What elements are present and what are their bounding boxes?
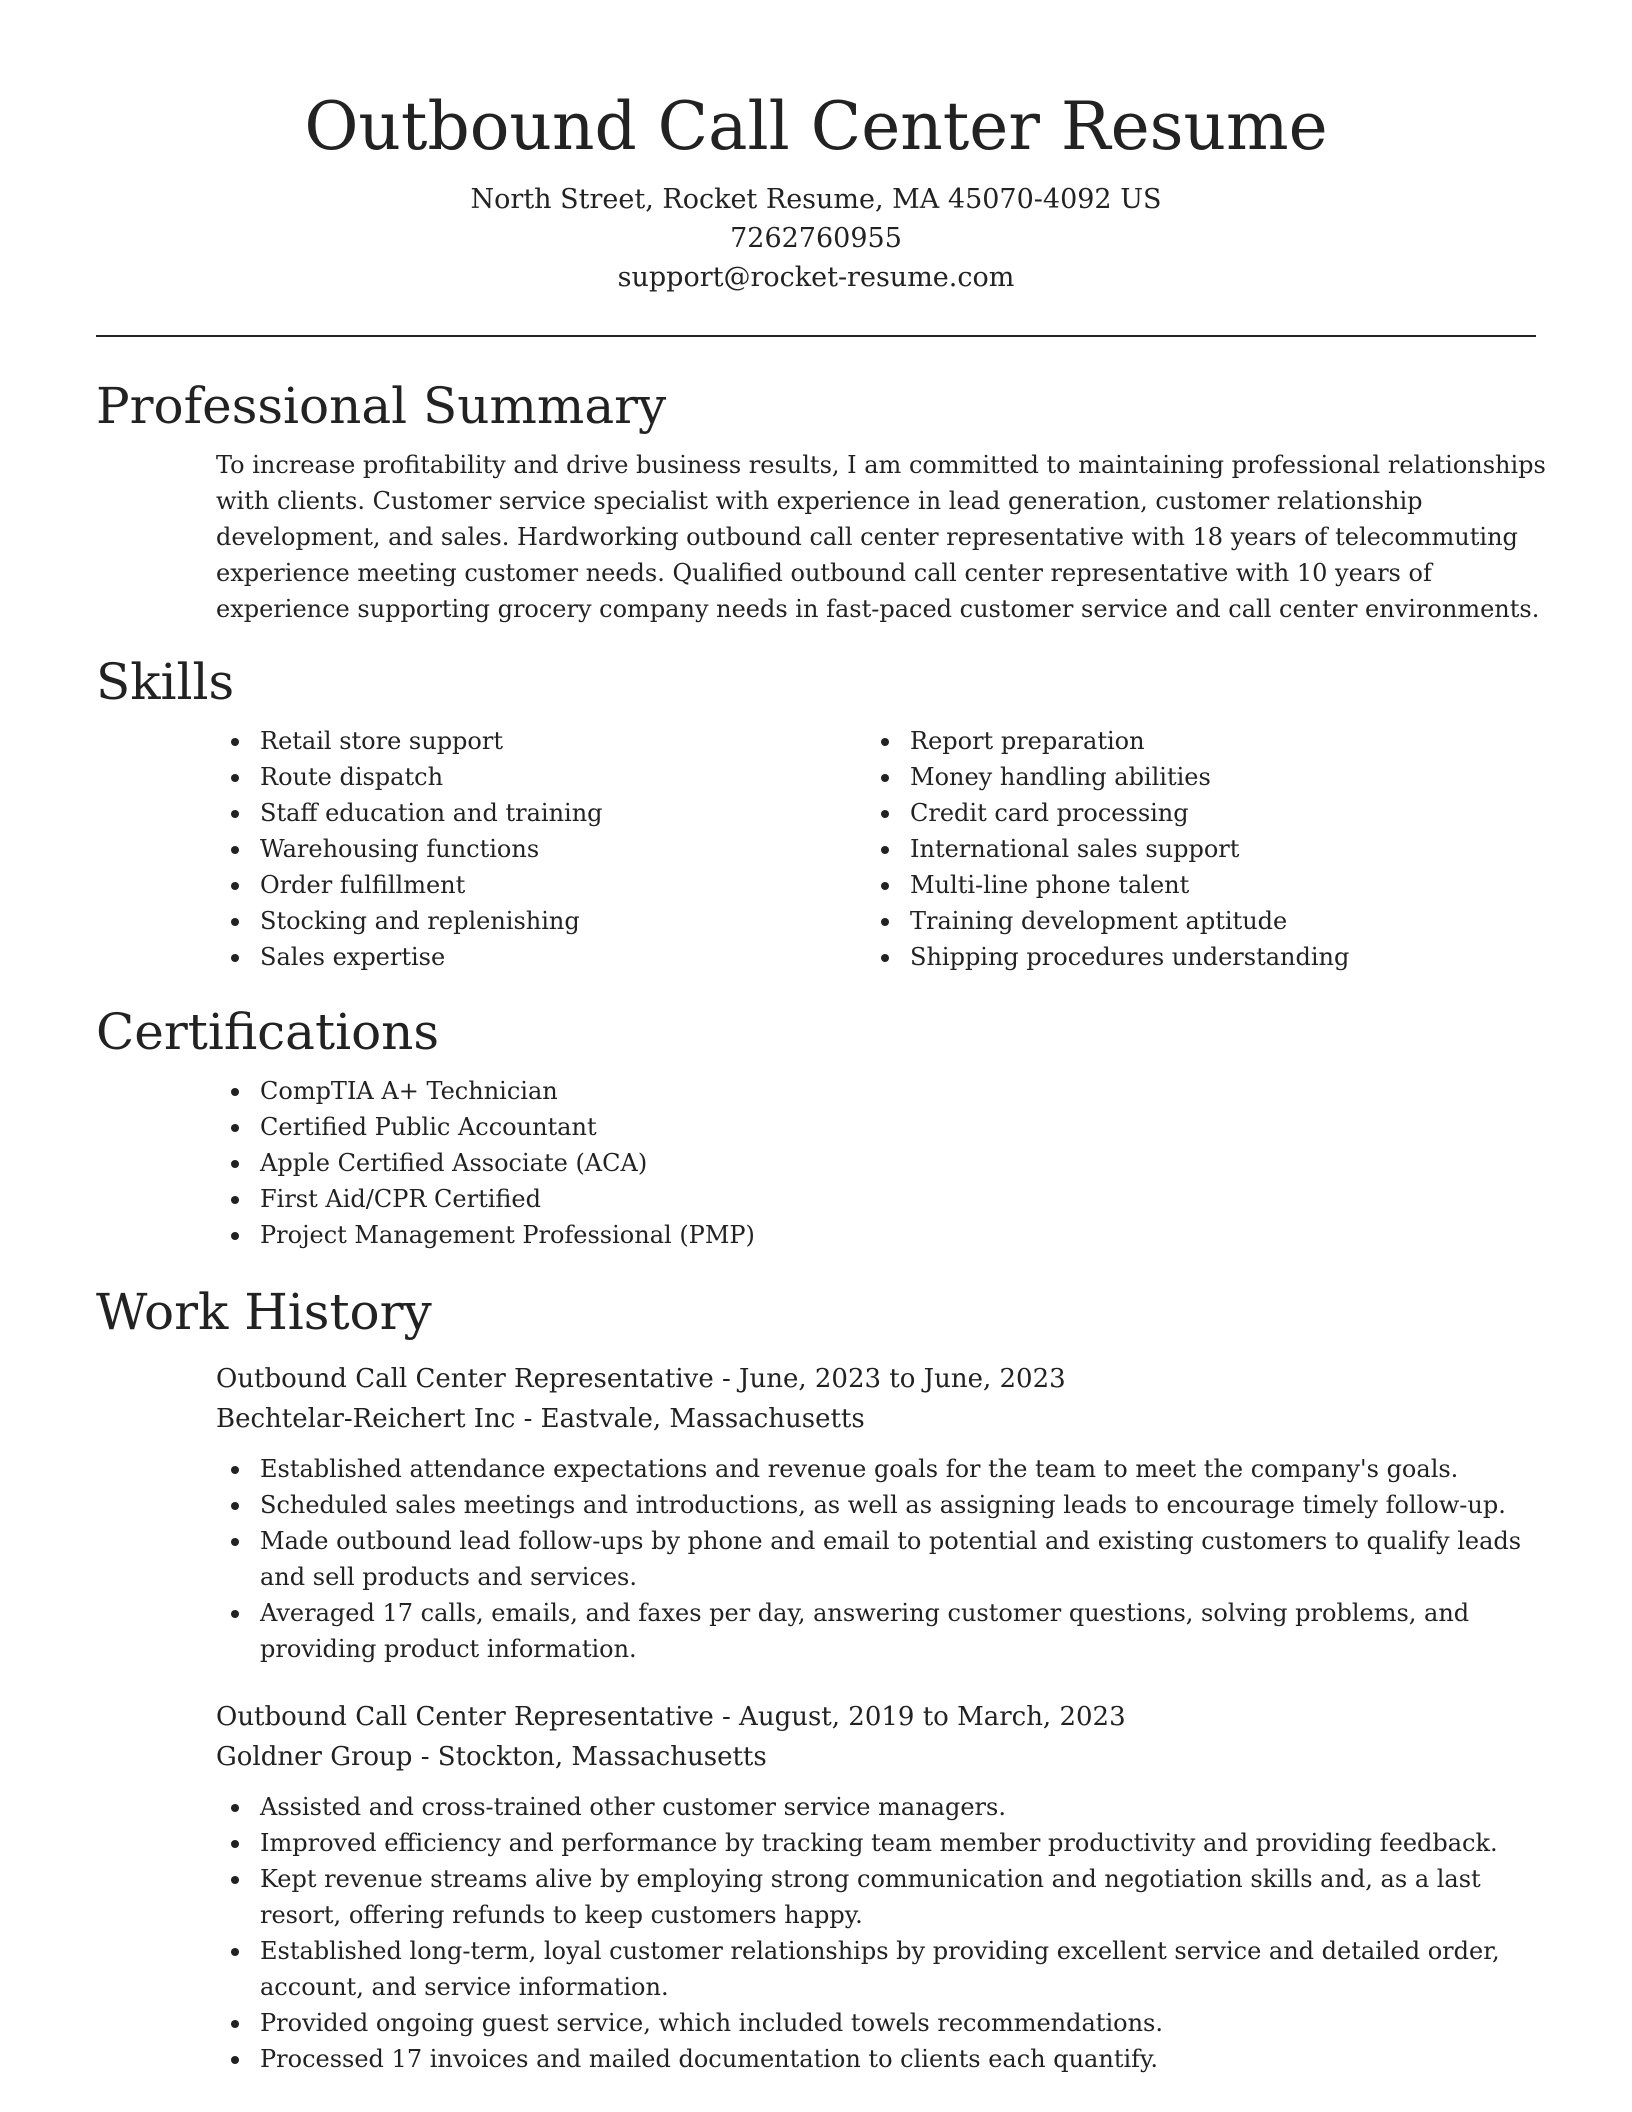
skill-item: Report preparation xyxy=(866,723,1516,759)
contact-block xyxy=(96,180,1536,297)
skill-item: Sales expertise xyxy=(216,939,866,975)
job-bullet: Scheduled sales meetings and introductions, as well as assigning leads to encourage timely follow-up. xyxy=(216,1487,1546,1523)
job-entry xyxy=(216,1359,1536,1667)
phone-text: 7262760955 xyxy=(730,223,902,254)
job-bullet: Improved efficiency and performance by tracking team member productivity and providing feedback. xyxy=(216,1825,1546,1861)
certification-item: Apple Certified Associate (ACA) xyxy=(216,1145,1536,1181)
job-title-line: Outbound Call Center Representative - June, 2023 to June, 2023 xyxy=(216,1364,1066,1394)
work-history-section xyxy=(96,1281,1536,2077)
skill-item: Money handling abilities xyxy=(866,759,1516,795)
skill-item: Warehousing functions xyxy=(216,831,866,867)
skill-item: Multi-line phone talent xyxy=(866,867,1516,903)
job-bullet: Provided ongoing guest service, which included towels recommendations. xyxy=(216,2005,1546,2041)
job-bullets xyxy=(216,1789,1546,2077)
job-bullet: Processed 17 invoices and mailed documentation to clients each quantify. xyxy=(216,2041,1546,2077)
skills-section xyxy=(96,651,1536,975)
job-company-line: Bechtelar-Reichert Inc - Eastvale, Massachusetts xyxy=(216,1404,865,1434)
skill-item: Retail store support xyxy=(216,723,866,759)
email-text: support@rocket-resume.com xyxy=(617,262,1015,293)
skills-right-list xyxy=(866,723,1516,975)
job-title-line: Outbound Call Center Representative - August, 2019 to March, 2023 xyxy=(216,1702,1126,1732)
skills-columns xyxy=(216,723,1536,975)
job-bullet: Assisted and cross-trained other customer service managers. xyxy=(216,1789,1546,1825)
skills-heading: Skills xyxy=(96,653,235,711)
job-bullet: Made outbound lead follow-ups by phone and email to potential and existing customers to qualify leads and sell products and services. xyxy=(216,1523,1546,1595)
header-divider xyxy=(96,335,1536,337)
skill-item: Route dispatch xyxy=(216,759,866,795)
skill-item: Training development aptitude xyxy=(866,903,1516,939)
work-history-heading: Work History xyxy=(96,1283,432,1341)
certifications-section xyxy=(96,1001,1536,1253)
skills-left-list xyxy=(216,723,866,975)
certification-item: First Aid/CPR Certified xyxy=(216,1181,1536,1217)
summary-section xyxy=(96,375,1546,627)
job-bullets xyxy=(216,1451,1546,1667)
skill-item: Shipping procedures understanding xyxy=(866,939,1516,975)
job-company-line: Goldner Group - Stockton, Massachusetts xyxy=(216,1742,767,1772)
resume-page xyxy=(96,0,1546,2077)
certifications-list xyxy=(216,1073,1536,1253)
certification-item: Certified Public Accountant xyxy=(216,1109,1536,1145)
job-bullet: Established long-term, loyal customer relationships by providing excellent service and detailed order, account, and service information. xyxy=(216,1933,1546,2005)
job-bullet: Averaged 17 calls, emails, and faxes per day, answering customer questions, solving problems, and providing product information. xyxy=(216,1595,1546,1667)
job-entry xyxy=(216,1697,1536,2077)
skill-item: Staff education and training xyxy=(216,795,866,831)
skill-item: Order fulfillment xyxy=(216,867,866,903)
skill-item: Stocking and replenishing xyxy=(216,903,866,939)
certification-item: Project Management Professional (PMP) xyxy=(216,1217,1536,1253)
resume-title: Outbound Call Center Resume xyxy=(304,88,1328,165)
summary-text: To increase profitability and drive business results, I am committed to maintaining professional relationships with clients. Customer service specialist with experience in lead generation, customer relationship development, and sales. Hardworking outbound call center representative with 18 years of telecommuting experience meeting customer needs. Qualified outbound call center representative with 10 years of experience supporting grocery company needs in fast-paced customer service and call center environments. xyxy=(216,451,1546,623)
address-text: North Street, Rocket Resume, MA 45070-4092 US xyxy=(470,184,1162,215)
certification-item: CompTIA A+ Technician xyxy=(216,1073,1536,1109)
skill-item: Credit card processing xyxy=(866,795,1516,831)
job-bullet: Kept revenue streams alive by employing strong communication and negotiation skills and, as a last resort, offering refunds to keep customers happy. xyxy=(216,1861,1546,1933)
skill-item: International sales support xyxy=(866,831,1516,867)
job-bullet: Established attendance expectations and revenue goals for the team to meet the company's goals. xyxy=(216,1451,1546,1487)
certifications-heading: Certifications xyxy=(96,1003,440,1061)
summary-heading: Professional Summary xyxy=(96,377,667,435)
